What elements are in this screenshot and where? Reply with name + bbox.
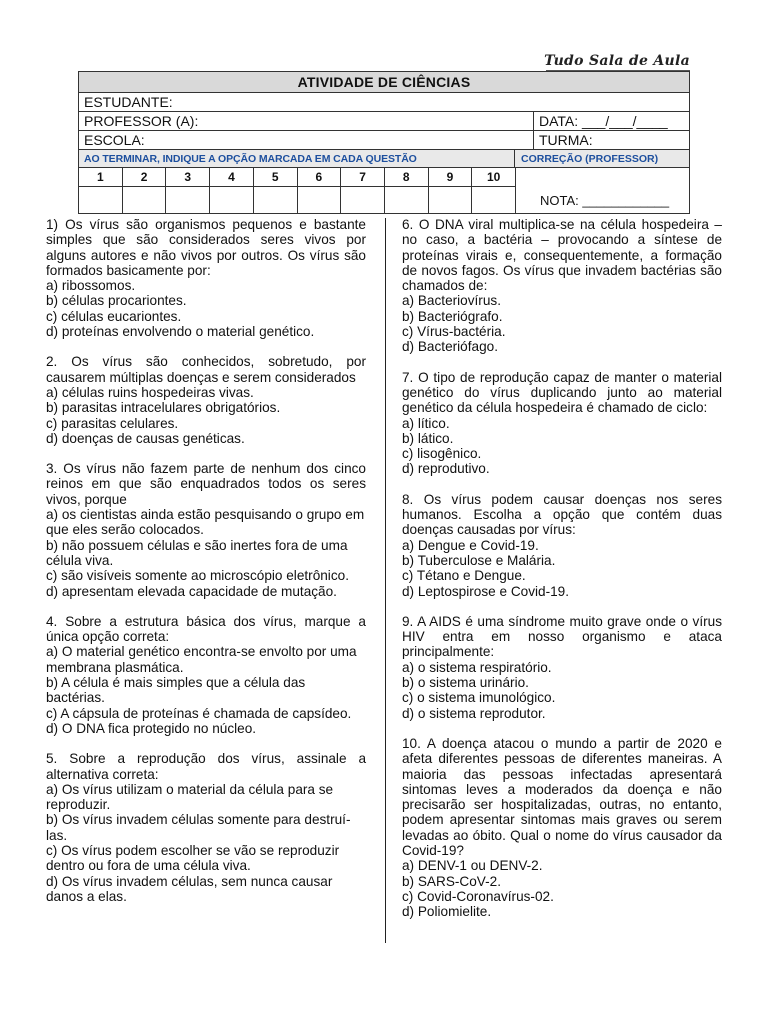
student-row [79, 93, 689, 112]
instruction-text: AO TERMINAR, INDIQUE A OPÇÃO MARCADA EM CADA QUESTÃO [79, 150, 515, 167]
option-b: b) Os vírus invadem células somente para destruí-las. [46, 812, 351, 843]
option-c: c) Covid-Coronavírus-02. [402, 888, 554, 904]
question-8 [402, 492, 722, 599]
question-stem: 3. Os vírus não fazem parte de nenhum dos cinco reinos em que são enquadrados todos os seres vivos, porque [46, 461, 366, 507]
option-a: a) os cientistas ainda estão pesquisando o grupo em que eles serão colocados. [46, 507, 365, 538]
option-d: d) proteínas envolvendo o material genético. [46, 324, 315, 340]
teacher-date-row [79, 112, 689, 131]
option-d: d) Os vírus invadem células, sem nunca causar danos a elas. [46, 873, 333, 904]
option-b: b) parasitas intracelulares obrigatórios. [46, 400, 281, 416]
question-4 [46, 614, 366, 736]
option-c: c) o sistema imunológico. [402, 690, 556, 706]
option-a: a) DENV-1 ou DENV-2. [402, 858, 543, 874]
option-a: a) lítico. [402, 415, 450, 431]
option-a: a) Os vírus utilizam o material da célula para se reproduzir. [46, 781, 334, 813]
teacher-label: PROFESSOR (A): [79, 112, 534, 130]
option-b: b) A célula é mais simples que a célula das bactérias. [46, 675, 306, 706]
worksheet-title: ATIVIDADE DE CIÊNCIAS [79, 72, 689, 93]
option-b: b) não possuem células e são inertes fora de uma célula viva. [46, 537, 348, 568]
answer-box-row [79, 187, 515, 213]
worksheet-header [78, 71, 690, 214]
option-a: a) Dengue e Covid-19. [402, 537, 539, 553]
questions-left-column [46, 217, 366, 919]
answer-number: 7 [341, 168, 385, 186]
option-c: c) Os vírus podem escolher se vão se reproduzir dentro ou fora de uma célula viva. [46, 842, 340, 874]
option-b: b) SARS-CoV-2. [402, 873, 501, 889]
question-stem: 10. A doença atacou o mundo a partir de 2020 e afeta diferentes pessoas de diferentes maneiras. A maioria das pessoas infectadas apresentará sintomas leves a moderados da doença e não precisarão ser hospitalizadas, outras, no entanto, podem apresentar sintomas mais graves ou serem levadas ao óbito. Qual o nome do vírus causador da Covid-19? [402, 735, 722, 858]
question-stem: 1) Os vírus são organismos pequenos e bastante simples que são considerados seres vivos por alguns autores e não vivos por outros. Os vírus são formados basicamente por: [46, 217, 366, 278]
option-a: a) ribossomos. [46, 278, 136, 294]
brand-logo-text: Tudo Sala de Aula [544, 53, 690, 69]
option-d: d) reprodutivo. [402, 461, 490, 477]
answer-number: 8 [385, 168, 429, 186]
answer-box[interactable] [385, 187, 429, 213]
question-3 [46, 461, 366, 599]
option-d: d) o sistema reprodutor. [402, 705, 546, 721]
question-stem: 5. Sobre a reprodução dos vírus, assinale a alternativa correta: [46, 751, 366, 782]
option-a: a) o sistema respiratório. [402, 659, 552, 675]
answer-number: 3 [166, 168, 210, 186]
answer-number: 6 [298, 168, 342, 186]
option-d: d) Leptospirose e Covid-19. [402, 583, 569, 599]
question-10 [402, 736, 722, 920]
answer-grid-area [79, 168, 689, 213]
grade-label: NOTA: ____________ [540, 193, 670, 208]
answer-number: 2 [123, 168, 167, 186]
question-6 [402, 217, 722, 355]
answer-box[interactable] [123, 187, 167, 213]
answer-box[interactable] [166, 187, 210, 213]
option-c: c) A cápsula de proteínas é chamada de capsídeo. [46, 705, 352, 721]
answer-box[interactable] [429, 187, 473, 213]
option-b: b) células procariontes. [46, 293, 187, 309]
question-2 [46, 354, 366, 446]
answer-box[interactable] [472, 187, 515, 213]
option-c: c) lisogênico. [402, 446, 482, 462]
option-a: a) células ruins hospedeiras vivas. [46, 384, 254, 400]
option-a: a) Bacteriovírus. [402, 293, 501, 309]
question-stem: 8. Os vírus podem causar doenças nos seres humanos. Escolha a opção que contém duas doenças causadas por vírus: [402, 491, 722, 538]
option-d: d) O DNA fica protegido no núcleo. [46, 720, 257, 736]
question-7 [402, 370, 722, 477]
answer-grid [79, 168, 516, 213]
option-d: d) Bacteriófago. [402, 339, 498, 355]
option-b: b) lático. [402, 430, 454, 446]
school-class-row [79, 131, 689, 150]
student-label: ESTUDANTE: [84, 94, 173, 110]
answer-number: 4 [210, 168, 254, 186]
option-d: d) Poliomielite. [402, 904, 492, 920]
grade-box [516, 168, 689, 213]
answer-box[interactable] [79, 187, 123, 213]
option-c: c) são visíveis somente ao microscópio eletrônico. [46, 568, 349, 584]
question-stem: 2. Os vírus são conhecidos, sobretudo, por causarem múltiplas doenças e serem considerados [46, 354, 366, 385]
answer-box[interactable] [341, 187, 385, 213]
question-stem: 6. O DNA viral multiplica-se na célula hospedeira – no caso, a bactéria – provocando a síntese de proteínas virais e, consequentemente, a formação de novos fagos. Os vírus que invadem bactérias são chamados de: [402, 217, 722, 294]
answer-number: 9 [429, 168, 473, 186]
question-stem: 4. Sobre a estrutura básica dos vírus, marque a única opção correta: [46, 613, 366, 645]
questions-right-column [402, 217, 722, 934]
option-c: c) Tétano e Dengue. [402, 568, 526, 584]
answer-box[interactable] [254, 187, 298, 213]
answer-box[interactable] [210, 187, 254, 213]
school-label: ESCOLA: [79, 131, 534, 149]
answer-number: 5 [254, 168, 298, 186]
question-stem: 9. A AIDS é uma síndrome muito grave onde o vírus HIV entra em nosso organismo e ataca principalmente: [402, 613, 722, 660]
option-a: a) O material genético encontra-se envolto por uma membrana plasmática. [46, 644, 357, 675]
option-d: d) doenças de causas genéticas. [46, 430, 245, 446]
answer-box[interactable] [298, 187, 342, 213]
option-b: b) Bacteriógrafo. [402, 308, 503, 324]
correction-label: CORREÇÃO (PROFESSOR) [521, 152, 659, 165]
option-d: d) apresentam elevada capacidade de mutação. [46, 583, 337, 599]
option-b: b) Tuberculose e Malária. [402, 552, 556, 568]
column-divider [385, 218, 386, 943]
date-label: DATA: ___/___/____ [539, 113, 668, 129]
option-c: c) Vírus-bactéria. [402, 324, 506, 340]
class-label: TURMA: [539, 132, 593, 148]
question-stem: 7. O tipo de reprodução capaz de manter o material genético do vírus duplicando junto ao material genético da célula hospedeira é chamado de ciclo: [402, 369, 722, 416]
option-c: c) parasitas celulares. [46, 415, 179, 431]
answer-number: 10 [487, 170, 501, 184]
option-b: b) o sistema urinário. [402, 675, 529, 691]
question-1 [46, 217, 366, 339]
option-c: c) células eucariontes. [46, 308, 182, 324]
question-9 [402, 614, 722, 721]
instruction-row [79, 150, 689, 168]
question-5 [46, 751, 366, 904]
answer-number-row [79, 168, 515, 187]
answer-number: 1 [79, 168, 123, 186]
